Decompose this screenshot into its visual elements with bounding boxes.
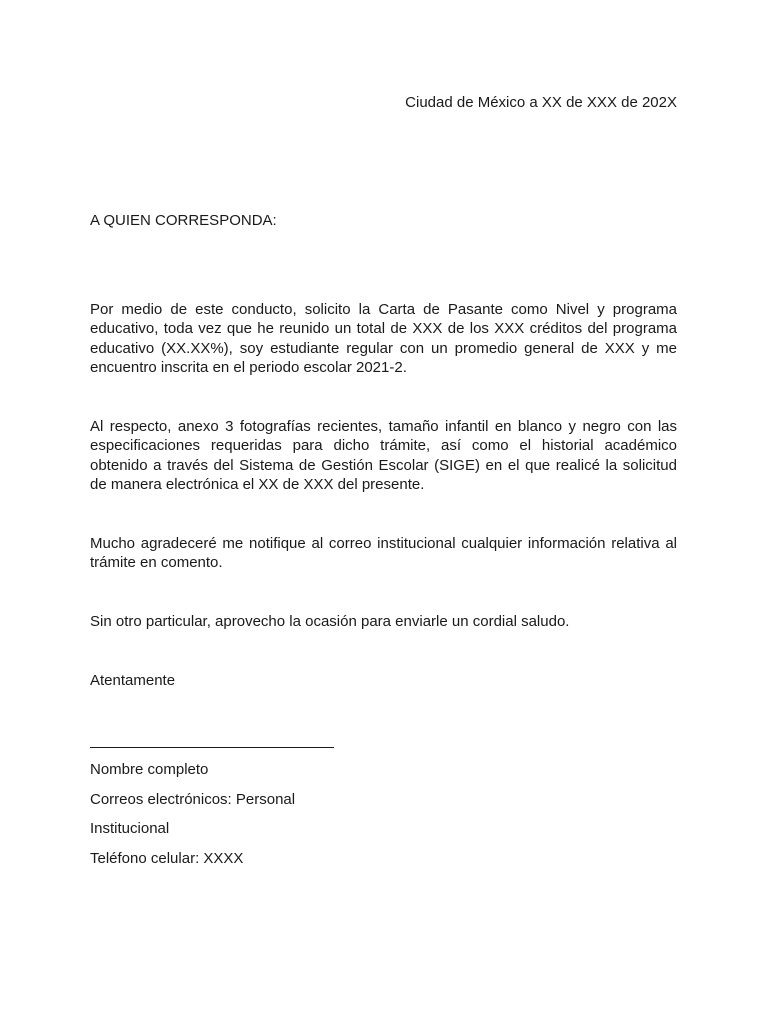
closing: Atentamente xyxy=(90,672,176,689)
salutation: A QUIEN CORRESPONDA: xyxy=(90,212,277,229)
paragraph-attachments: Al respecto, anexo 3 fotografías recientes, tamaño infantil en blanco y negro con las especificaciones requeridas para dicho trámite, así como el historial académico obtenido a través del Sistema de Gestión Escolar (SIGE) en el que realicé la solicitud de manera electrónica el XX de XXX del presente. xyxy=(90,418,677,494)
signature-institutional-email: Institucional xyxy=(90,820,170,837)
paragraph-request: Por medio de este conducto, solicito la Carta de Pasante como Nivel y programa educativo, toda vez que he reunido un total de XXX de los XXX créditos del programa educativo (XX.XX%), soy estudiante regular con un promedio general de XXX y me encuentro inscrita en el periodo escolar 2021-2. xyxy=(90,301,677,377)
signature-phone: Teléfono celular: XXXX xyxy=(90,850,244,867)
signature-personal-email: Correos electrónicos: Personal xyxy=(90,791,296,808)
date-line: Ciudad de México a XX de XXX de 202X xyxy=(405,94,677,111)
signature-full-name: Nombre completo xyxy=(90,761,209,778)
paragraph-notification: Mucho agradeceré me notifique al correo institucional cualquier información relativa al trámite en comento. xyxy=(90,535,677,572)
signature-line xyxy=(90,747,334,748)
paragraph-farewell: Sin otro particular, aprovecho la ocasión para enviarle un cordial saludo. xyxy=(90,613,570,630)
